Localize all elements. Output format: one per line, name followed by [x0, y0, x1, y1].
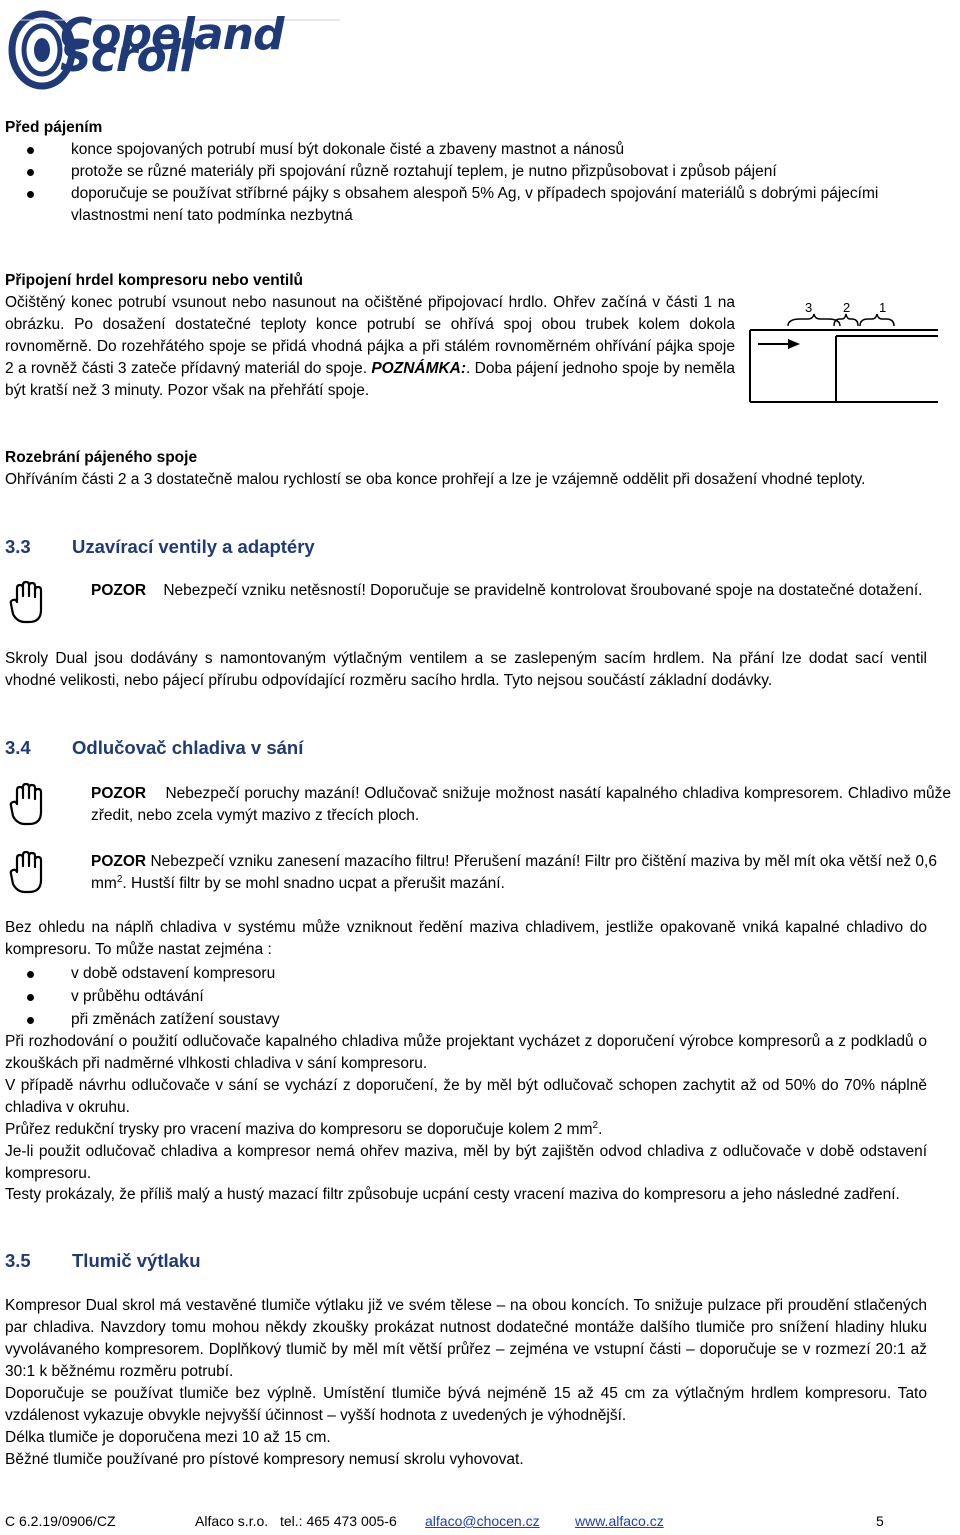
hand-stop-icon: [9, 850, 49, 896]
section-3-5-p1: Kompresor Dual skrol má vestavěné tlumiče výtlaku již ve svém tělese – na obou koncích. To snižuje pulzace při proudění stlačených par chladiva. Navzdory tomu mohou někdy zkoušky prokázat nutnost dodatečné montáže dalšího tlumiče pro snížení hladiny hluku vyvolávaného kompresorem. Doplňkový tlumič by měl mít větší průřez – zejména ve vstupní části – doporučuje se v rozmezí 20:1 až 30:1 k běžnému rozměru potrubí.: [5, 1297, 927, 1380]
bullet-dot-icon: [27, 169, 34, 176]
copeland-scroll-logo: [0, 0, 360, 96]
section-3-5-p2: Doporučuje se používat tlumiče bez výplně. Umístění tlumiče bývá nejméně 15 až 45 cm za výtlačným hrdlem kompresoru. Tato vzdálenost vykazuje obvykle nejvyšší účinnost – vyšší hodnota z uvedených je výhodnější.: [5, 1385, 927, 1424]
hand-stop-icon: [9, 580, 49, 626]
section-3-4-p4: Je-li použit odlučovač chladiva a kompresor nemá ohřev maziva, měl by být zajištěn odvod chladiva z odlučovače v době odstavení kompresoru.: [5, 1143, 927, 1182]
list-item: doporučuje se používat stříbrné pájky s obsahem alespoň 5% Ag, v případech spojování materiálů s dobrými pájecími vlastnostmi není tato podmínka nezbytná: [5, 183, 906, 227]
connection-text: Očištěný konec potrubí vsunout nebo nasunout na očištěné připojovací hrdlo. Ohřev začíná v části 1 na obrázku. Po dosažení dostatečné teploty konce potrubí se ohřívá spoj obou trubek kolem dokola rovnoměrně. Do rozehřátého spoje se přidá vhodná pájka a při stálém rovnoměrném ohřívání pájka spoje 2 a rovněž části 3 zateče přídavný materiál do spoje. POZNÁMKA:. Doba pájení jednoho spoje by neměla být kratší než 3 minuty. Pozor však na přehřátí spoje.: [5, 294, 735, 399]
section-3-5-p4: Běžné tlumiče používané pro pístové kompresory nemusí skrolu vyhovovat.: [5, 1451, 524, 1468]
before-brazing-title: Před pájením: [5, 119, 103, 136]
pipe-joint-diagram: [748, 296, 948, 421]
section-3-4-p3: Průřez redukční trysky pro vracení maziva do kompresoru se doporučuje kolem 2 $mm^2$.: [5, 1119, 603, 1138]
section-3-4-p1: Při rozhodování o použití odlučovače kapalného chladiva může projektant vycházet z doporučení výrobce kompresorů a z podkladů o zkouškách při nadměrné vlhkosti chladiva v sání kompresoru.: [5, 1033, 927, 1072]
footer-doc-code: C 6.2.19/0906/CZ: [5, 1513, 116, 1529]
joint-figure: [748, 296, 948, 421]
bullet-dot-icon: [27, 147, 34, 154]
section-3-5-p3: Délka tlumiče je doporučena mezi 10 až 15 cm.: [5, 1429, 331, 1446]
section-3-3-heading: 3.3 Uzavírací ventily a adaptéry: [5, 536, 315, 557]
section-3-4-list: [5, 963, 930, 1031]
footer-phone: tel.: 465 473 005-6: [280, 1513, 397, 1529]
figure-label-1: 1: [879, 300, 887, 315]
section-3-3-body: Skroly Dual jsou dodávány s namontovaným výtlačným ventilem a se zaslepeným sacím hrdlem. Na přání lze dodat sací ventil vhodné velikosti, nebo pájecí přírubu odpovídající rozměru sacího hrdla. Tyto nejsou součástí základní dodávky.: [5, 650, 927, 689]
footer-email-link[interactable]: alfaco@chocen.cz: [425, 1513, 540, 1529]
disassembly-title: Rozebrání pájeného spoje: [5, 449, 198, 466]
figure-label-2: 2: [843, 300, 851, 315]
list-item: v době odstavení kompresoru: [5, 963, 930, 985]
section-3-4-warning-2: POZOR Nebezpečí vzniku zanesení mazacího filtru! Přerušení mazání! Filtr pro čištění maziva by měl mít oka větší než 0,6 $mm^2$. Hustší filtr by se mohl snadno ucpat a přerušit mazání.: [91, 853, 937, 892]
bullet-dot-icon: [27, 191, 34, 198]
disassembly-text: Ohříváním části 2 a 3 dostatečně malou rychlostí se oba konce prohřejí a lze je vzájemně oddělit při dosažení vhodné teploty.: [5, 471, 866, 488]
list-item: konce spojovaných potrubí musí být dokonale čisté a zbaveny mastnot a nánosů: [5, 139, 960, 161]
list-item: v průběhu odtávání: [5, 986, 930, 1008]
before-brazing-list: [5, 139, 930, 227]
connection-title: Připojení hrdel kompresoru nebo ventilů: [5, 272, 303, 289]
list-item: protože se různé materiály při spojování různě roztahují teplem, je nutno přizpůsobovat i způsob pájení: [5, 161, 960, 183]
bullet-dot-icon: [27, 971, 34, 978]
hand-stop-icon: [9, 782, 49, 828]
section-3-3-warning: POZOR Nebezpečí vzniku netěsností! Doporučuje se pravidelně kontrolovat šroubované spoje na dostatečné dotažení.: [91, 582, 923, 599]
page-number: 5: [876, 1513, 884, 1529]
figure-label-3: 3: [805, 300, 813, 315]
section-3-5-heading: 3.5 Tlumič výtlaku: [5, 1250, 201, 1271]
section-3-4-p5: Testy prokázaly, že příliš malý a hustý mazací filtr způsobuje ucpání cesty vracení maziva do kompresoru a jeho následné zadření.: [5, 1186, 900, 1203]
bullet-dot-icon: [27, 1017, 34, 1024]
section-3-4-p2: V případě návrhu odlučovače v sání se vychází z doporučení, že by měl být odlučovač schopen zachytit až od 50% do 70% náplně chladiva v okruhu.: [5, 1077, 927, 1116]
section-3-4-intro: Bez ohledu na náplň chladiva v systému může vzniknout ředění maziva chladivem, jestliže opakovaně vniká kapalné chladivo do kompresoru. To může nastat zejména :: [5, 919, 927, 958]
section-3-4-heading: 3.4 Odlučovač chladiva v sání: [5, 737, 304, 758]
footer-company: Alfaco s.r.o.: [195, 1513, 269, 1529]
list-item: při změnách zatížení soustavy: [5, 1009, 930, 1031]
footer-web-link[interactable]: www.alfaco.cz: [575, 1513, 664, 1529]
section-3-4-warning-1: POZOR Nebezpečí poruchy mazání! Odlučovač snižuje možnost nasátí kapalného chladiva kompresorem. Chladivo může zředit, nebo zcela vymýt mazivo z třecích ploch.: [91, 785, 951, 824]
logo-text: Copeland Scroll: [60, 9, 284, 82]
bullet-dot-icon: [27, 994, 34, 1001]
